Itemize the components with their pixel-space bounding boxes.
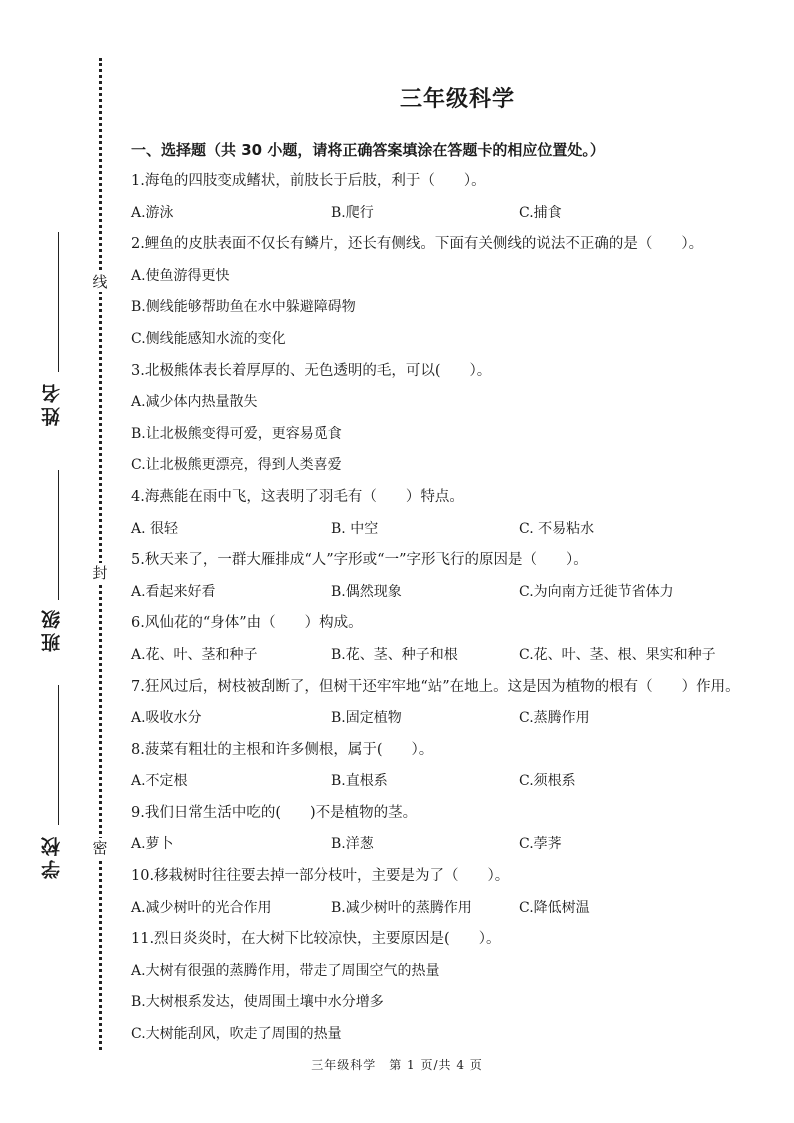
page-title: 三年级科学 <box>400 87 516 112</box>
name-field[interactable] <box>34 232 64 432</box>
school-label: 学校 <box>41 833 63 879</box>
option-c[interactable]: C.蒸腾作用 <box>519 710 590 727</box>
section-heading: 一、选择题（共 30 小题，请将正确答案填涂在答题卡的相应位置处。） <box>131 141 605 159</box>
option-a[interactable]: A.花、叶、茎和种子 <box>131 646 258 663</box>
option-b[interactable]: B.直根系 <box>331 773 388 790</box>
option-a[interactable]: A.萝卜 <box>131 836 174 853</box>
option-c[interactable]: C.让北极熊更漂亮，得到人类喜爱 <box>131 457 342 474</box>
option-b[interactable]: B.让北极熊变得可爱，更容易觅食 <box>131 425 342 442</box>
option-b[interactable]: B.爬行 <box>331 204 374 221</box>
option-a[interactable]: A.使鱼游得更快 <box>131 267 230 284</box>
option-a[interactable]: A.看起来好看 <box>131 583 216 600</box>
school-field[interactable] <box>34 685 64 880</box>
option-a[interactable]: A.吸收水分 <box>131 710 202 727</box>
question-stem-3: 3.北极熊体表长着厚厚的、无色透明的毛，可以( ）。 <box>131 362 492 379</box>
page-footer: 三年级科学 第 1 页/共 4 页 <box>311 1058 483 1072</box>
option-a[interactable]: A. 很轻 <box>131 520 179 537</box>
option-a[interactable]: A.大树有很强的蒸腾作用，带走了周围空气的热量 <box>131 962 440 979</box>
question-list <box>131 135 771 1051</box>
option-b[interactable]: B.大树根系发达，使周围土壤中水分增多 <box>131 994 384 1011</box>
school-underline <box>58 685 59 825</box>
question-options-9 <box>131 829 771 861</box>
binding-char-secret: 密 <box>90 838 110 858</box>
option-c[interactable]: C.降低树温 <box>519 899 590 916</box>
option-a[interactable]: A.减少体内热量散失 <box>131 394 258 411</box>
option-c[interactable]: C.捕食 <box>519 204 562 221</box>
option-a[interactable]: A.减少树叶的光合作用 <box>131 899 272 916</box>
option-b[interactable]: B.减少树叶的蒸腾作用 <box>331 899 472 916</box>
question-options-8 <box>131 766 771 798</box>
question-options-5 <box>131 577 771 609</box>
question-options-7 <box>131 703 771 735</box>
option-b[interactable]: B. 中空 <box>331 520 379 537</box>
question-stem-7: 7.狂风过后，树枝被刮断了，但树干还牢牢地“站”在地上。这是因为植物的根有（ ）作用。 <box>131 678 740 695</box>
option-a[interactable]: A.游泳 <box>131 204 174 221</box>
question-options-10 <box>131 893 771 925</box>
question-stem-6: 6.风仙花的“身体”由（ ）构成。 <box>131 615 363 632</box>
option-c[interactable]: C.须根系 <box>519 773 576 790</box>
option-c[interactable]: C.大树能刮风，吹走了周围的热量 <box>131 1026 342 1043</box>
question-options-4 <box>131 514 771 546</box>
class-field[interactable] <box>34 470 64 660</box>
option-c[interactable]: C.荸荠 <box>519 836 562 853</box>
question-stem-4: 4.海燕能在雨中飞，这表明了羽毛有（ ）特点。 <box>131 488 464 505</box>
option-c[interactable]: C.侧线能感知水流的变化 <box>131 330 286 347</box>
question-stem-9: 9.我们日常生活中吃的( )不是植物的茎。 <box>131 804 418 821</box>
option-c[interactable]: C.为向南方迁徙节省体力 <box>519 583 674 600</box>
option-b[interactable]: B.洋葱 <box>331 836 374 853</box>
option-c[interactable]: C.花、叶、茎、根、果实和种子 <box>519 646 716 663</box>
option-a[interactable]: A.不定根 <box>131 773 188 790</box>
question-stem-5: 5.秋天来了，一群大雁排成“人”字形或“一”字形飞行的原因是（ ）。 <box>131 552 588 569</box>
class-label: 班级 <box>41 606 63 652</box>
name-label: 姓名 <box>41 380 63 426</box>
binding-dotted-line <box>99 58 102 1050</box>
question-stem-1: 1.海龟的四肢变成鳍状，前肢长于后肢，利于（ ）。 <box>131 173 486 189</box>
question-stem-2: 2.鲤鱼的皮肤表面不仅长有鳞片，还长有侧线。下面有关侧线的说法不正确的是（ ）。 <box>131 236 704 253</box>
question-stem-10: 10.移栽树时往往要去掉一部分枝叶，主要是为了（ ）。 <box>131 868 510 885</box>
name-underline <box>58 232 59 372</box>
question-stem-8: 8.菠菜有粗壮的主根和许多侧根，属于( ）。 <box>131 741 434 758</box>
binding-char-seal: 封 <box>90 563 110 583</box>
class-underline <box>58 470 59 600</box>
option-b[interactable]: B.花、茎、种子和根 <box>331 646 458 663</box>
option-b[interactable]: B.偶然现象 <box>331 583 402 600</box>
option-c[interactable]: C. 不易粘水 <box>519 520 595 537</box>
option-b[interactable]: B.侧线能够帮助鱼在水中躲避障碍物 <box>131 299 356 316</box>
question-options-6 <box>131 640 771 672</box>
question-options-1 <box>131 198 771 230</box>
binding-char-line: 线 <box>90 272 110 292</box>
question-stem-11: 11.烈日炎炎时，在大树下比较凉快，主要原因是( ）。 <box>131 931 501 948</box>
option-b[interactable]: B.固定植物 <box>331 710 402 727</box>
